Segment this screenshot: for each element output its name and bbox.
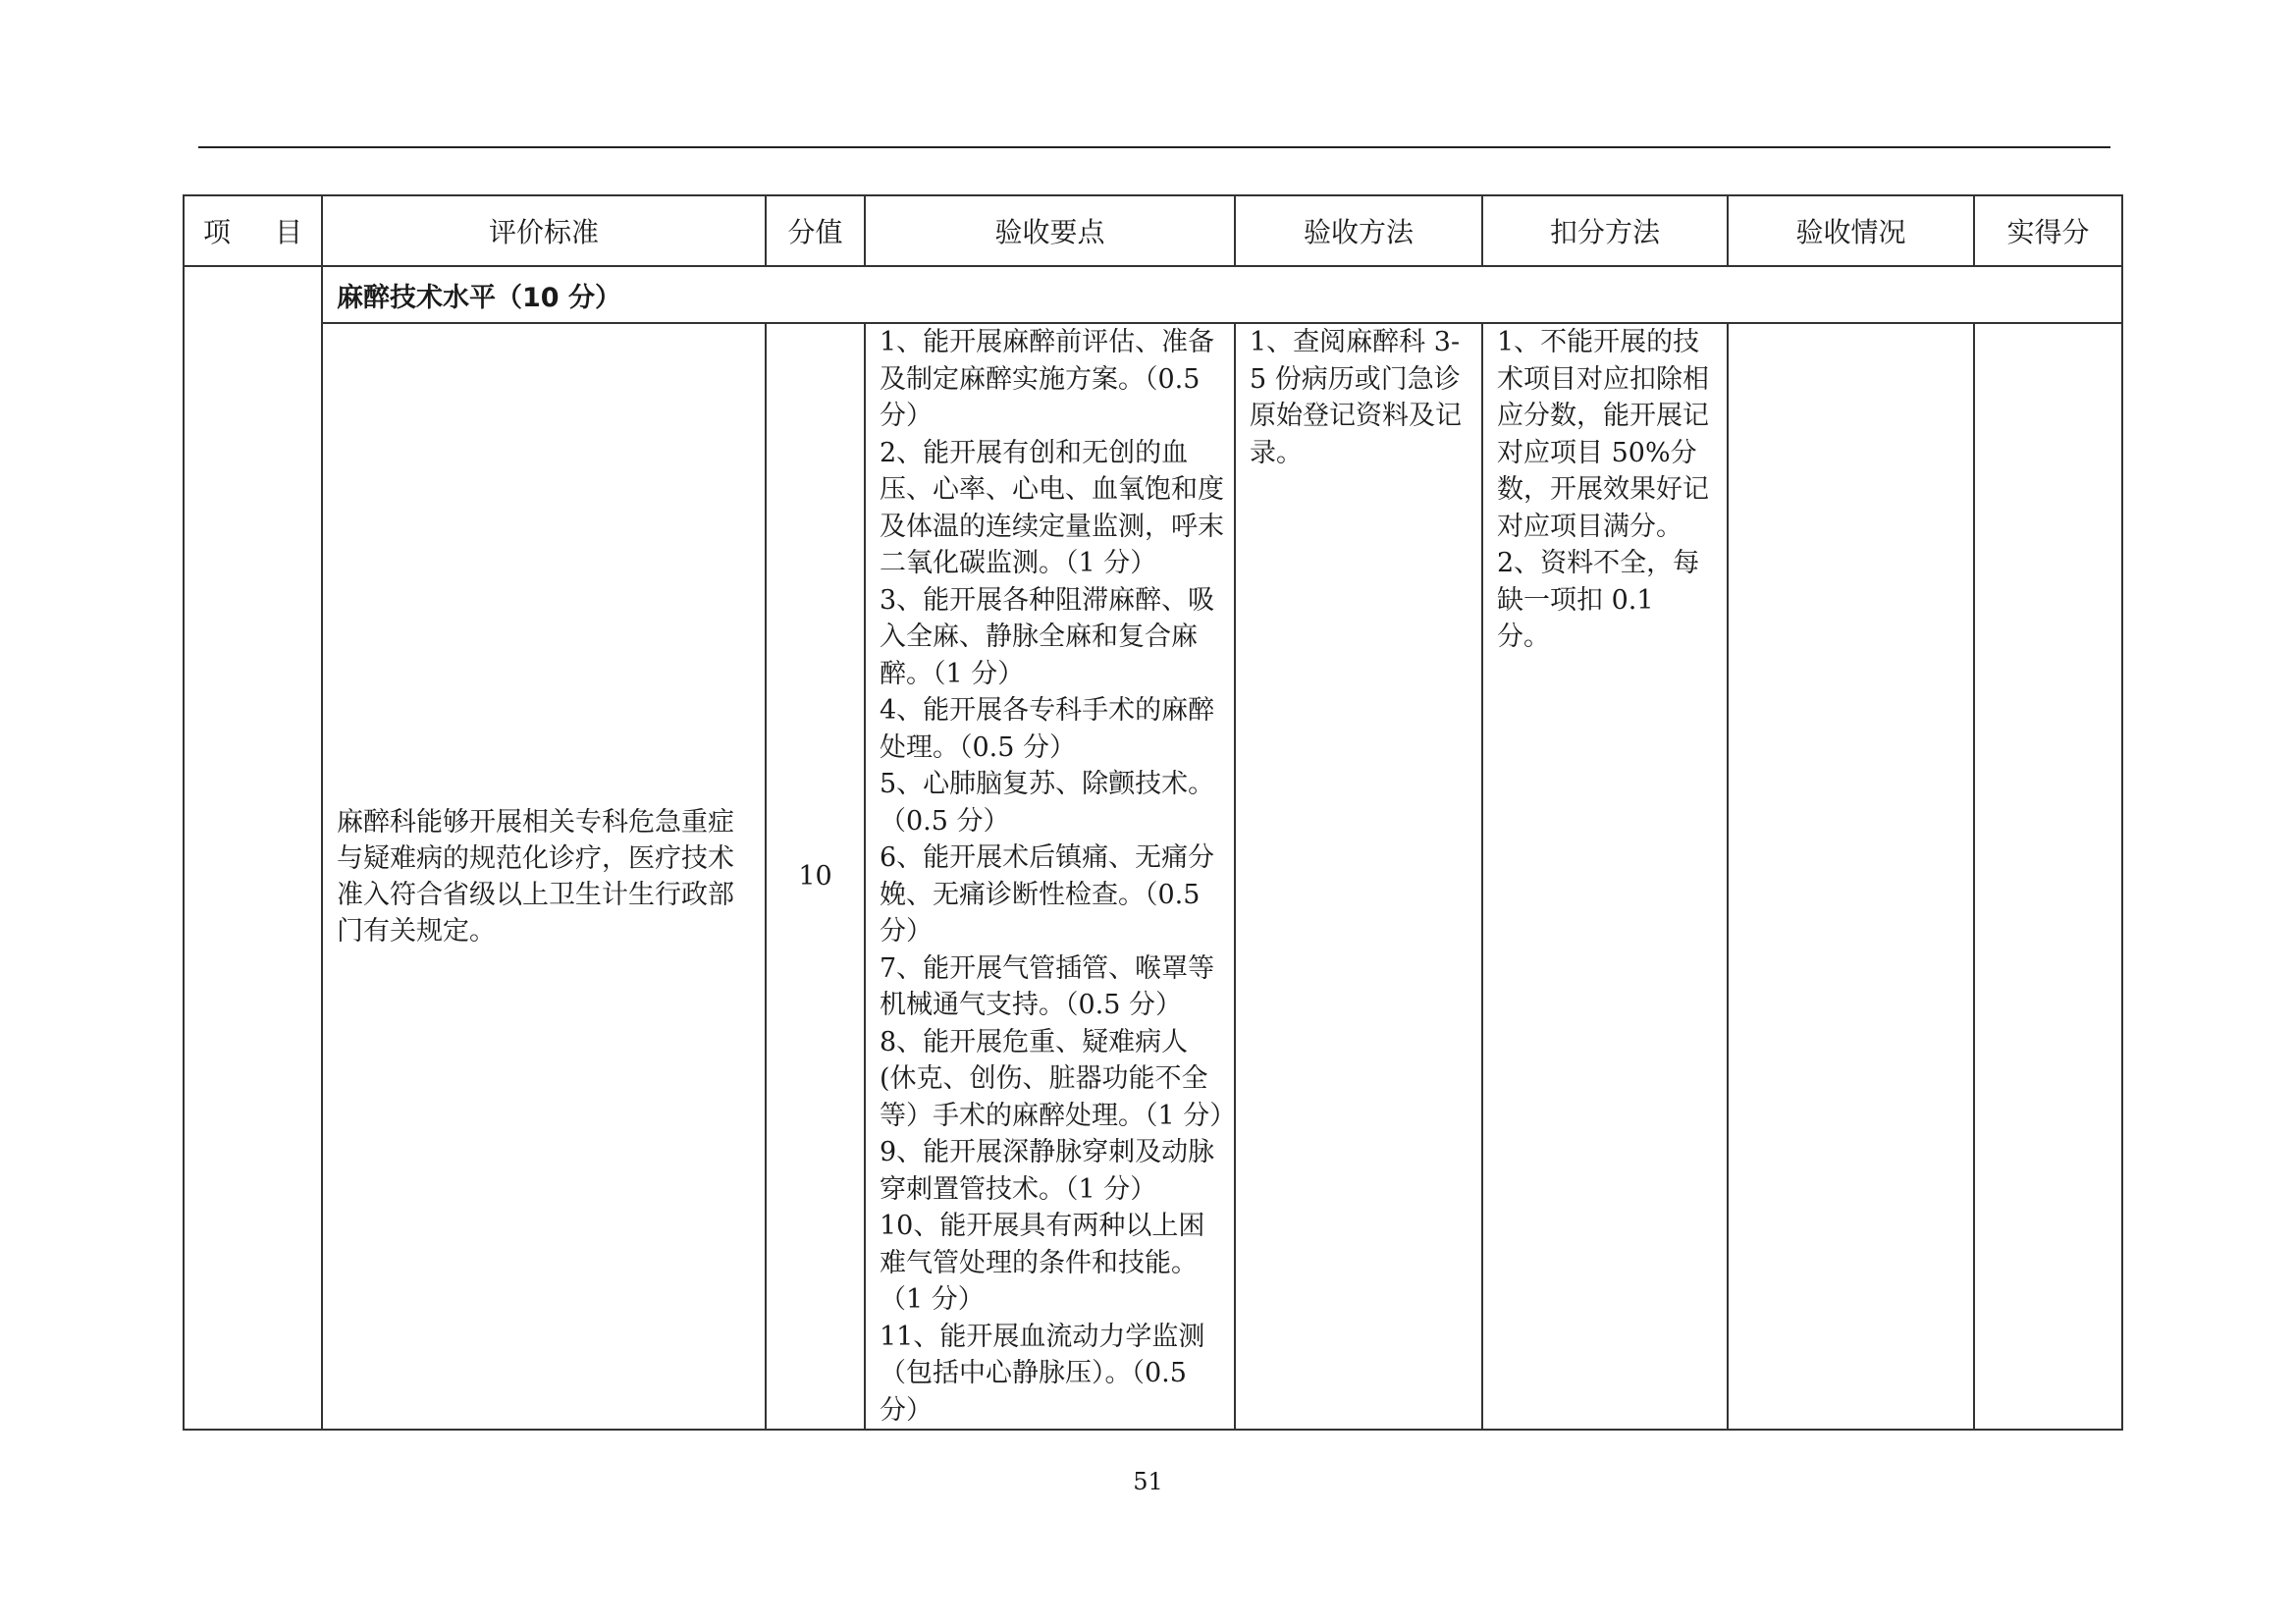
table-header-row <box>184 195 2122 266</box>
key-point-item: 11、能开展血流动力学监测（包括中心静脉压）。（0.5 分） <box>880 1321 1205 1426</box>
project-cell <box>184 266 322 1430</box>
actual-score-cell <box>1974 323 2122 1430</box>
key-point-item: 7、能开展气管插管、喉罩等机械通气支持。（0.5 分） <box>880 952 1215 1020</box>
header-criteria: 评价标准 <box>322 195 766 266</box>
key-point-item: 3、能开展各种阻滞麻醉、吸入全麻、静脉全麻和复合麻醉。（1 分） <box>880 584 1215 689</box>
method-cell <box>1235 323 1482 1430</box>
key-point-item: 2、能开展有创和无创的血压、心率、心电、血氧饱和度及体温的连续定量监测，呼末二氧化碳监测。（1 分） <box>880 437 1224 578</box>
score-cell: 10 <box>766 323 865 1430</box>
key-point-item: 4、能开展各专科手术的麻醉处理。（0.5 分） <box>880 695 1215 763</box>
key-point-item: 10、能开展具有两种以上困难气管处理的条件和技能。（1 分） <box>880 1211 1205 1315</box>
key-points-cell <box>865 323 1235 1430</box>
key-point-item: 9、能开展深静脉穿刺及动脉穿刺置管技术。（1 分） <box>880 1137 1215 1205</box>
header-deduction: 扣分方法 <box>1482 195 1728 266</box>
key-point-item: 5、心肺脑复苏、除颤技术。（0.5 分） <box>880 769 1215 837</box>
header-method: 验收方法 <box>1235 195 1482 266</box>
table-row <box>184 323 2122 1430</box>
header-key-points: 验收要点 <box>865 195 1235 266</box>
status-cell <box>1728 323 1974 1430</box>
method-item: 1、查阅麻醉科 3-5 份病历或门急诊原始登记资料及记录。 <box>1250 327 1462 468</box>
header-status: 验收情况 <box>1728 195 1974 266</box>
page-number: 51 <box>1133 1468 1163 1495</box>
criteria-cell: 麻醉科能够开展相关专科危急重症与疑难病的规范化诊疗，医疗技术准入符合省级以上卫生计生行政部门有关规定。 <box>322 323 766 1430</box>
header-project: 项 目 <box>184 195 322 266</box>
header-rule <box>198 146 2110 148</box>
evaluation-table <box>183 194 2123 1431</box>
deduction-cell <box>1482 323 1728 1430</box>
key-point-item: 6、能开展术后镇痛、无痛分娩、无痛诊断性检查。（0.5 分） <box>880 842 1215 947</box>
header-score: 分值 <box>766 195 865 266</box>
header-actual-score: 实得分 <box>1974 195 2122 266</box>
key-point-item: 8、能开展危重、疑难病人(休克、创伤、脏器功能不全等）手术的麻醉处理。（1 分） <box>880 1026 1237 1131</box>
key-point-item: 1、能开展麻醉前评估、准备及制定麻醉实施方案。（0.5 分） <box>880 327 1215 431</box>
section-title: 麻醉技术水平（10 分） <box>322 266 2122 323</box>
deduction-item: 2、资料不全，每缺一项扣 0.1 分。 <box>1497 548 1700 652</box>
deduction-item: 1、不能开展的技术项目对应扣除相应分数，能开展记对应项目 50%分数，开展效果好记对应项目满分。 <box>1497 327 1709 542</box>
section-row <box>184 266 2122 323</box>
